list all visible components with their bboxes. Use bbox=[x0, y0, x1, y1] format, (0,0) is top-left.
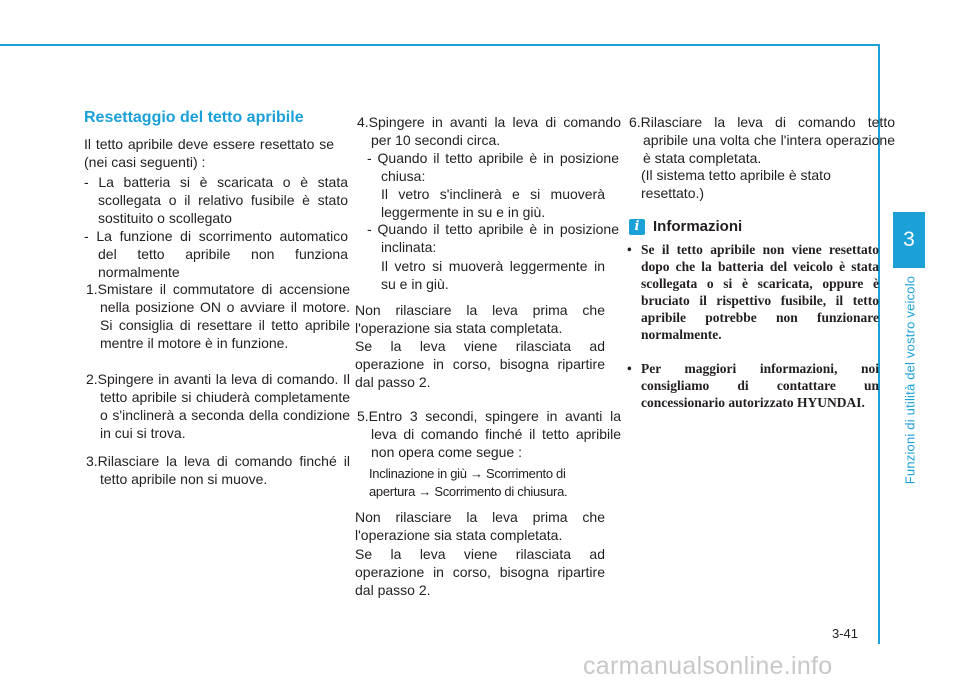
bullet-mark: • bbox=[627, 242, 632, 257]
step-6-note: (Il sistema tetto apribile è stato resettato.) bbox=[641, 167, 831, 201]
section-title: Resettaggio del tetto apribile bbox=[84, 109, 304, 126]
page-number: 3-41 bbox=[832, 626, 859, 641]
condition-battery: - La batteria si è scaricata o è stata scollegata o il relativo fusibile è stato sostituito o scollegato bbox=[84, 174, 348, 226]
condition-sliding: - La funzione di scorrimento automatico del tetto apribile non funziona normalmente bbox=[84, 228, 348, 280]
bullet-mark: • bbox=[627, 361, 632, 376]
info-bullet-2 bbox=[627, 360, 879, 411]
tilted-position: - Quando il tetto apribile è in posizione inclinata: bbox=[367, 221, 619, 255]
intro-text: Il tetto apribile deve essere resettato se (nei casi seguenti) : bbox=[84, 136, 334, 170]
step-2: 2.Spingere in avanti la leva di comando. Il tetto apribile si chiuderà completamente o s'inclinerà a seconda della condizione in cui si trova. bbox=[86, 371, 350, 441]
warning-2: Se la leva viene rilasciata ad operazione in corso, bisogna ripartire dal passo 2. bbox=[355, 338, 605, 390]
info-bullet-1 bbox=[627, 241, 879, 343]
watermark: carmanualsonline.info bbox=[583, 652, 833, 680]
step-6: 6.Rilasciare la leva di comando tetto apribile una volta che l'intera operazione è stata completata. bbox=[629, 114, 895, 166]
tilted-position-detail: Il vetro si muoverà leggermente in su e in giù. bbox=[381, 258, 605, 292]
step-4: 4.Spingere in avanti la leva di comando per 10 secondi circa. bbox=[357, 114, 621, 148]
chapter-tab: 3 bbox=[893, 212, 925, 268]
operation-sequence: Inclinazione in giù → Scorrimento di apertura → Scorrimento di chiusura. bbox=[369, 466, 568, 499]
info-icon: i bbox=[629, 219, 645, 235]
info-bullet-1-text: Se il tetto apribile non viene resettato dopo che la batteria del veicolo è stata scollegata o si è scaricata, oppure è bruciato il rispettivo fusibile, il tetto apribile potrebbe non funzionare normalmente. bbox=[641, 242, 879, 342]
step-5: 5.Entro 3 secondi, spingere in avanti la leva di comando finché il tetto apribile non opera come segue : bbox=[357, 408, 621, 460]
info-bullet-2-text: Per maggiori informazioni, noi consigliamo di contattare un concessionario autorizzato HYUNDAI. bbox=[641, 361, 879, 410]
step-1: 1.Smistare il commutatore di accensione nella posizione ON o avviare il motore. Si consiglia di resettare il tetto apribile mentre il motore è in funzione. bbox=[86, 281, 350, 351]
warning-3: Non rilasciare la leva prima che l'operazione sia stata completata. bbox=[355, 509, 605, 543]
closed-position-detail: Il vetro s'inclinerà e si muoverà leggermente in su e in giù. bbox=[381, 186, 605, 220]
warning-4: Se la leva viene rilasciata ad operazione in corso, bisogna ripartire dal passo 2. bbox=[355, 546, 605, 598]
closed-position: - Quando il tetto apribile è in posizione chiusa: bbox=[367, 150, 619, 184]
step-3: 3.Rilasciare la leva di comando finché il tetto apribile non si muove. bbox=[86, 453, 350, 487]
info-title: Informazioni bbox=[653, 218, 743, 235]
top-rule bbox=[0, 44, 878, 46]
warning-1: Non rilasciare la leva prima che l'operazione sia stata completata. bbox=[355, 302, 605, 336]
info-header bbox=[629, 218, 742, 235]
chapter-title: Funzioni di utilità del vostro veicolo bbox=[902, 275, 918, 485]
